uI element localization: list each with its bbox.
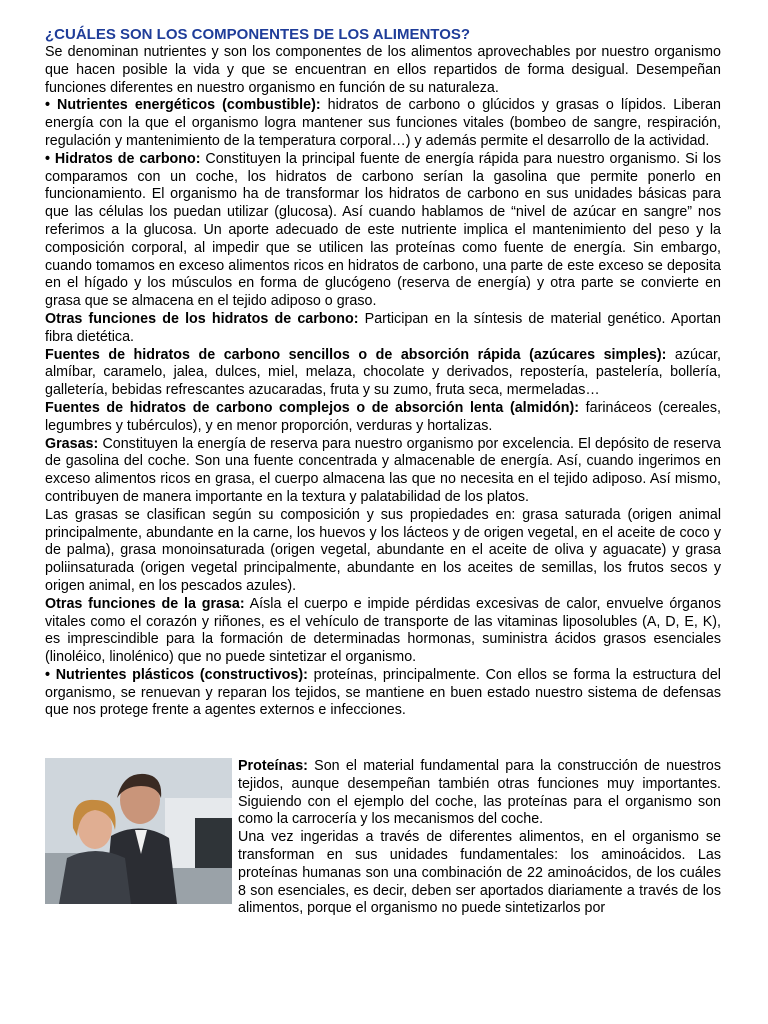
energeticos-text: hidratos de carbono o glúcidos y grasas o lípidos. Liberan energía con la que el organismo logra mantener sus funciones vitales (bombeo de sangre, respiración, regulación y mantenimiento de la temperatura corporal…) y además permite el desarrollo de la actividad. xyxy=(45,97,721,149)
complejos-text: farináceos (cereales, legumbres y tubérculos), y en menor proporción, verduras y hortalizas. xyxy=(45,399,721,434)
otras-grasa-paragraph xyxy=(45,596,721,667)
otras-hidratos-text: Participan en la síntesis de material genético. Aportan fibra dietética. xyxy=(45,310,721,345)
page-title: ¿CUÁLES SON LOS COMPONENTES DE LOS ALIMENTOS? xyxy=(45,26,471,43)
otras-hidratos-paragraph xyxy=(45,311,721,347)
grasas-paragraph xyxy=(45,436,721,507)
hidratos-text: Constituyen la principal fuente de energía rápida para nuestro organismo. Si los comparamos con un coche, los hidratos de carbono serían la gasolina que permite ponerlo en funcionamiento. El organismo ha de transformar los hidratos de carbono en sus unidades básicas para que las células los puedan utilizar (glucosa). Así cuando hablamos de “nivel de azúcar en sangre” nos referimos a la glucosa. Un aporte adecuado de este nutriente implica el mantenimiento del peso y la composición corporal, al impedir que se utilicen las proteínas como fuente de energía. Sin embargo, cuando tomamos en exceso alimentos ricos en hidratos de carbono, una parte de este exceso se deposita en el hígado y los músculos en forma de glucógeno (reserva de energía) y otra parte se convierte en grasa que se almacena en el tejido adiposo o graso. xyxy=(45,150,721,310)
proteinas-text: Son el material fundamental para la construcción de nuestros tejidos, aunque desempeñan también otras funciones muy importantes. Siguiendo con el ejemplo del coche, las proteínas para el organismo son como la carrocería y los mecanismos del coche. xyxy=(238,758,721,828)
complejos-paragraph xyxy=(45,400,721,436)
proteinas-label: Proteínas: xyxy=(238,758,308,774)
proteinas-2-paragraph: Una vez ingeridas a través de diferentes alimentos, en el organismo se transforman en sus unidades fundamentales: los aminoácidos. Las proteínas humanas son una combinación de 22 aminoácidos, de los cuáles 8 son esenciales, es decir, deben ser aportados diariamente a través de los alimentos, porque el organismo no puede sintetizarlos por xyxy=(238,829,721,917)
energeticos-label: • Nutrientes energéticos (combustible): xyxy=(45,97,321,114)
photo-two-people-at-computer xyxy=(45,758,232,904)
plasticos-paragraph xyxy=(45,667,721,720)
grasas-label: Grasas: xyxy=(45,435,99,452)
plasticos-label: • Nutrientes plásticos (constructivos): xyxy=(45,666,308,683)
hidratos-paragraph xyxy=(45,151,721,311)
plasticos-text: proteínas, principalmente. Con ellos se forma la estructura del organismo, se renuevan y reparan los tejidos, se mantiene en buen estado nuestro sistema de defensas que nos protege frente a agentes externos e infecciones. xyxy=(45,666,721,719)
complejos-label: Fuentes de hidratos de carbono complejos o de absorción lenta (almidón): xyxy=(45,399,580,416)
grasas-text: Constituyen la energía de reserva para nuestro organismo por excelencia. El depósito de reserva de gasolina del coche. Son una fuente concentrada y almacenable de energía. Así, cuando ingerimos en exceso alimentos ricos en grasa, el cuerpo almacena las que no necesita en el tejido adiposo. Así mismo, contribuyen de manera importante en la textura y palatabilidad de los platos. xyxy=(45,435,721,505)
intro-paragraph: Se denominan nutrientes y son los componentes de los alimentos aprovechables por nuestro organismo que hacen posible la vida y que se encuentran en ellos repartidos de forma desigual. Desempeñan funciones diferentes en nuestro organismo en función de su naturaleza. xyxy=(45,44,721,96)
sencillos-paragraph xyxy=(45,347,721,400)
otras-grasa-label: Otras funciones de la grasa: xyxy=(45,595,245,612)
energeticos-paragraph xyxy=(45,97,721,150)
document-body xyxy=(45,26,721,720)
grasas-clasificacion-paragraph: Las grasas se clasifican según su composición y sus propiedades en: grasa saturada (origen animal principalmente, abundante en la carne, los huevos y los lácteos y de origen vegetal, en el aceite de coco y de palma), grasa monoinsaturada (origen vegetal, abundante en el aceite de oliva y aguacate) y grasa poliinsaturada (origen vegetal principalmente, abundante en los aceites de semillas, los frutos secos y origen animal, en los pescados azules). xyxy=(45,506,721,594)
sencillos-label: Fuentes de hidratos de carbono sencillos o de absorción rápida (azúcares simples): xyxy=(45,346,667,363)
otras-grasa-text: Aísla el cuerpo e impide pérdidas excesivas de calor, envuelve órganos vitales como el corazón y riñones, es el vehículo de transporte de las vitaminas liposolubles (A, D, E, K), es imprescindible para la formación de determinadas hormonas, suministra ácidos grasos esenciales (linoléico, linolénico) que no puede sintetizar el organismo. xyxy=(45,595,721,666)
sencillos-text: azúcar, almíbar, caramelo, jalea, dulces, miel, melaza, chocolate y derivados, repostería, pastelería, bollería, galletería, bebidas refrescantes azucaradas, fruta y su zumo, fruta seca, mermeladas… xyxy=(45,346,721,399)
proteinas-paragraph xyxy=(238,758,721,829)
hidratos-label: • Hidratos de carbono: xyxy=(45,150,201,167)
otras-hidratos-label: Otras funciones de los hidratos de carbono: xyxy=(45,310,359,327)
photo-illustration xyxy=(45,758,232,904)
proteinas-column xyxy=(238,758,721,918)
